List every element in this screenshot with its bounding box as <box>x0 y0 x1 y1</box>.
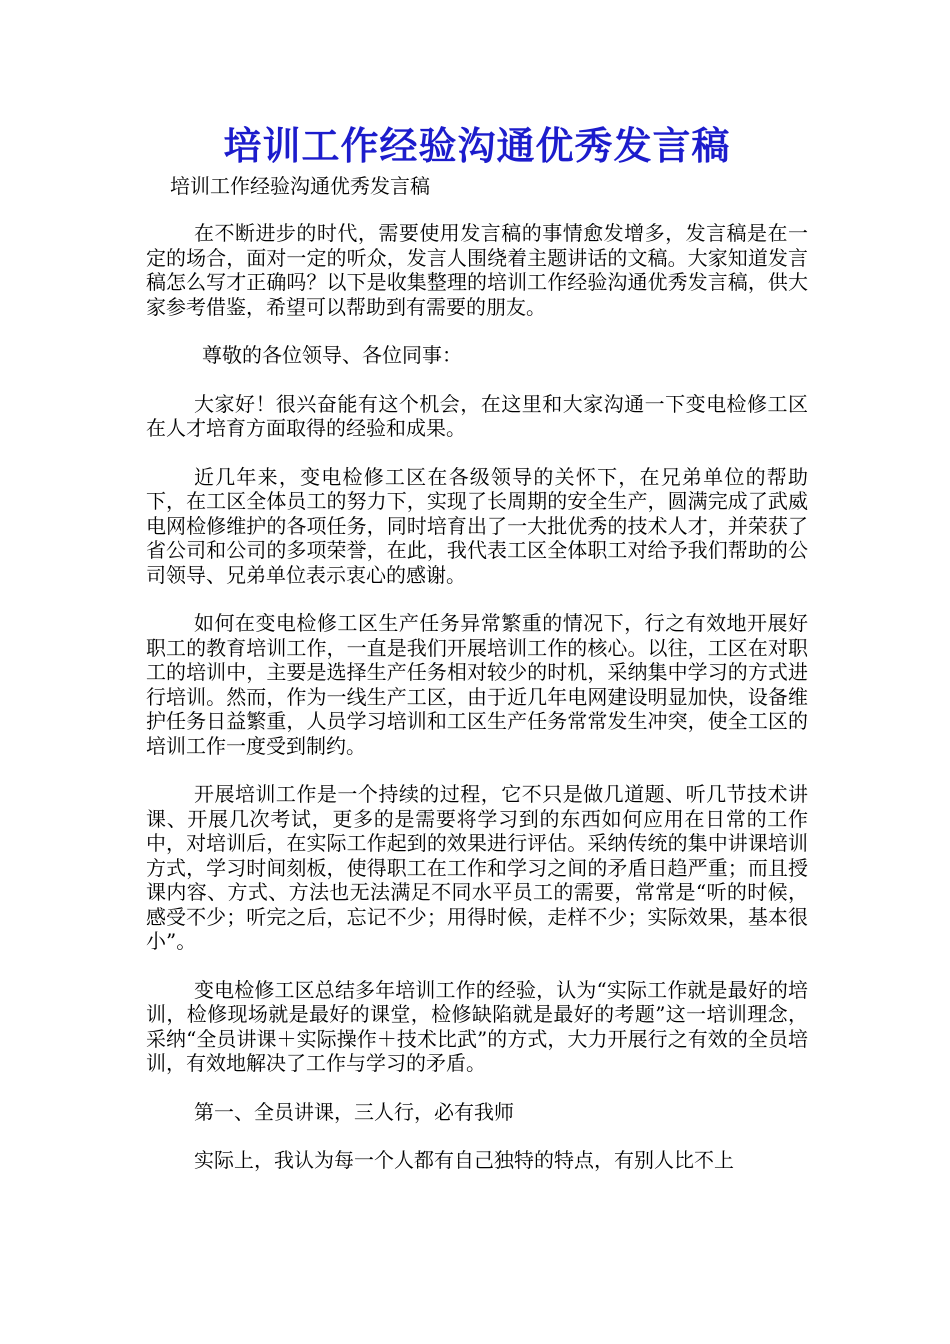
body-paragraph: 实际上，我认为每一个人都有自己独特的特点，有别人比不上 <box>194 1148 734 1172</box>
salutation: 尊敬的各位领导、各位同事： <box>202 343 462 367</box>
document-title: 培训工作经验沟通优秀发言稿 <box>223 124 731 168</box>
body-paragraph: 变电检修工区总结多年培训工作的经验，认为“实际工作就是最好的培训，检修现场就是最好的课堂，检修缺陷就是最好的考题”这一培训理念，采纳“全员讲课＋实际操作＋技术比武”的方式，大力开展行之有效的全员培训，有效地解决了工作与学习的矛盾。 <box>146 977 808 1075</box>
body-paragraph: 如何在变电检修工区生产任务异常繁重的情况下，行之有效地开展好职工的教育培训工作，一直是我们开展培训工作的核心。以往，工区在对职工的培训中，主要是选择生产任务相对较少的时机，采纳集中学习的方式进行培训。然而，作为一线生产工区，由于近几年电网建设明显加快，设备维护任务日益繁重，人员学习培训和工区生产任务常常发生冲突，使全工区的培训工作一度受到制约。 <box>146 611 808 758</box>
document-subtitle: 培训工作经验沟通优秀发言稿 <box>170 174 430 198</box>
section-heading: 第一、全员讲课，三人行，必有我师 <box>194 1099 514 1124</box>
body-paragraph: 开展培训工作是一个持续的过程，它不只是做几道题、听几节技术讲课、开展几次考试，更多的是需要将学习到的东西如何应用在日常的工作中，对培训后，在实际工作起到的效果进行评估。采纳传统的集中讲课培训方式，学习时间刻板，使得职工在工作和学习之间的矛盾日趋严重；而且授课内容、方式、方法也无法满足不同水平员工的需要，常常是“听的时候，感受不少；听完之后，忘记不少；用得时候，走样不少；实际效果，基本很小”。 <box>146 782 808 953</box>
document-page <box>146 118 808 1197</box>
opening-paragraph: 大家好！很兴奋能有这个机会，在这里和大家沟通一下变电检修工区在人才培育方面取得的经验和成果。 <box>146 391 808 440</box>
body-paragraph: 近几年来，变电检修工区在各级领导的关怀下，在兄弟单位的帮助下，在工区全体员工的努力下，实现了长周期的安全生产，圆满完成了武威电网检修维护的各项任务，同时培育出了一大批优秀的技术人才，并荣获了省公司和公司的多项荣誉，在此，我代表工区全体职工对给予我们帮助的公司领导、兄弟单位表示衷心的感谢。 <box>146 464 808 587</box>
intro-paragraph: 在不断进步的时代，需要使用发言稿的事情愈发增多，发言稿是在一定的场合，面对一定的听众，发言人围绕着主题讲话的文稿。大家知道发言稿怎么写才正确吗？以下是收集整理的培训工作经验沟通优秀发言稿，供大家参考借鉴，希望可以帮助到有需要的朋友。 <box>146 221 808 319</box>
